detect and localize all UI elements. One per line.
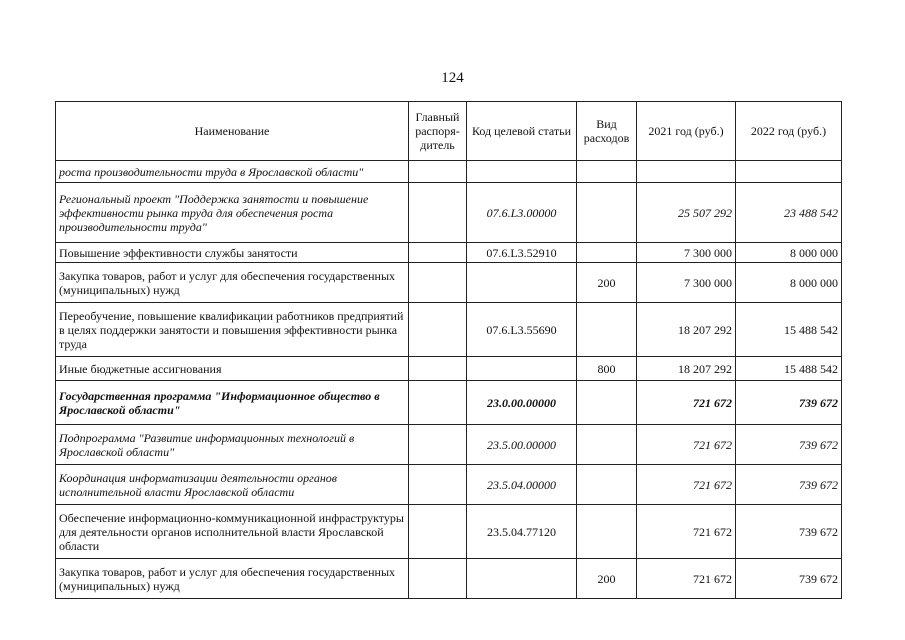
- row-year-2021: 721 672: [637, 465, 736, 505]
- row-name: Закупка товаров, работ и услуг для обеспечения государственных (муниципальных) нужд: [56, 263, 409, 303]
- row-code: 07.6.L3.52910: [467, 243, 577, 263]
- row-year-2022: 8 000 000: [736, 263, 842, 303]
- row-year-2022: 739 672: [736, 465, 842, 505]
- row-type: [577, 505, 637, 559]
- row-code: 23.5.00.00000: [467, 425, 577, 465]
- row-year-2022: 15 488 542: [736, 357, 842, 381]
- row-year-2022: 739 672: [736, 505, 842, 559]
- row-department: [409, 243, 467, 263]
- row-department: [409, 425, 467, 465]
- row-code: 07.6.L3.00000: [467, 183, 577, 243]
- row-type: [577, 161, 637, 183]
- row-year-2022: 739 672: [736, 425, 842, 465]
- table-row: [56, 505, 842, 559]
- row-type: [577, 303, 637, 357]
- row-code: [467, 161, 577, 183]
- row-code: 07.6.L3.55690: [467, 303, 577, 357]
- row-year-2021: 18 207 292: [637, 357, 736, 381]
- row-department: [409, 505, 467, 559]
- row-name: Подпрограмма "Развитие информационных технологий в Ярославской области": [56, 425, 409, 465]
- header-department: Главный распоря-дитель: [409, 102, 467, 161]
- row-year-2022: 739 672: [736, 381, 842, 425]
- row-department: [409, 183, 467, 243]
- row-code: 23.5.04.77120: [467, 505, 577, 559]
- table-row: [56, 243, 842, 263]
- row-year-2021: 18 207 292: [637, 303, 736, 357]
- row-year-2022: [736, 161, 842, 183]
- row-year-2021: 721 672: [637, 381, 736, 425]
- row-name: Закупка товаров, работ и услуг для обеспечения государственных (муниципальных) нужд: [56, 559, 409, 599]
- row-name: Повышение эффективности службы занятости: [56, 243, 409, 263]
- row-type: 800: [577, 357, 637, 381]
- row-year-2021: 7 300 000: [637, 243, 736, 263]
- row-type: [577, 381, 637, 425]
- row-year-2022: 23 488 542: [736, 183, 842, 243]
- page-number: 124: [441, 70, 464, 86]
- row-department: [409, 357, 467, 381]
- row-type: [577, 425, 637, 465]
- row-department: [409, 161, 467, 183]
- table-row: [56, 303, 842, 357]
- row-code: [467, 263, 577, 303]
- row-name: Иные бюджетные ассигнования: [56, 357, 409, 381]
- header-year-2021: 2021 год (руб.): [637, 102, 736, 161]
- table-row: [56, 161, 842, 183]
- table-row: [56, 183, 842, 243]
- row-year-2021: 721 672: [637, 425, 736, 465]
- header-type: Вид расходов: [577, 102, 637, 161]
- row-year-2021: 721 672: [637, 505, 736, 559]
- header-name: Наименование: [56, 102, 409, 161]
- header-year-2022: 2022 год (руб.): [736, 102, 842, 161]
- row-code: 23.5.04.00000: [467, 465, 577, 505]
- row-name: Региональный проект "Поддержка занятости и повышение эффективности рынка труда для обеспечения роста производительности труда": [56, 183, 409, 243]
- row-department: [409, 559, 467, 599]
- table-row: [56, 559, 842, 599]
- header-code: Код целевой статьи: [467, 102, 577, 161]
- budget-table: [55, 101, 842, 599]
- row-type: [577, 183, 637, 243]
- row-code: 23.0.00.00000: [467, 381, 577, 425]
- row-year-2022: 15 488 542: [736, 303, 842, 357]
- row-name: Обеспечение информационно-коммуникационной инфраструктуры для деятельности органов исполнительной власти Ярославской области: [56, 505, 409, 559]
- row-department: [409, 381, 467, 425]
- row-year-2022: 739 672: [736, 559, 842, 599]
- row-type: 200: [577, 263, 637, 303]
- row-year-2021: 721 672: [637, 559, 736, 599]
- row-department: [409, 263, 467, 303]
- row-code: [467, 559, 577, 599]
- row-name: Координация информатизации деятельности органов исполнительной власти Ярославской области: [56, 465, 409, 505]
- row-name: Государственная программа "Информационное общество в Ярославской области": [56, 381, 409, 425]
- row-year-2021: [637, 161, 736, 183]
- row-type: 200: [577, 559, 637, 599]
- table-row: [56, 263, 842, 303]
- row-year-2021: 25 507 292: [637, 183, 736, 243]
- row-name: роста производительности труда в Ярославской области": [56, 161, 409, 183]
- row-department: [409, 303, 467, 357]
- table-header-row: [56, 102, 842, 161]
- row-department: [409, 465, 467, 505]
- table-row: [56, 425, 842, 465]
- row-code: [467, 357, 577, 381]
- row-year-2021: 7 300 000: [637, 263, 736, 303]
- row-type: [577, 243, 637, 263]
- row-year-2022: 8 000 000: [736, 243, 842, 263]
- row-type: [577, 465, 637, 505]
- table-row: [56, 381, 842, 425]
- table-row: [56, 465, 842, 505]
- table-row: [56, 357, 842, 381]
- row-name: Переобучение, повышение квалификации работников предприятий в целях поддержки занятости и повышения эффективности рынка труда: [56, 303, 409, 357]
